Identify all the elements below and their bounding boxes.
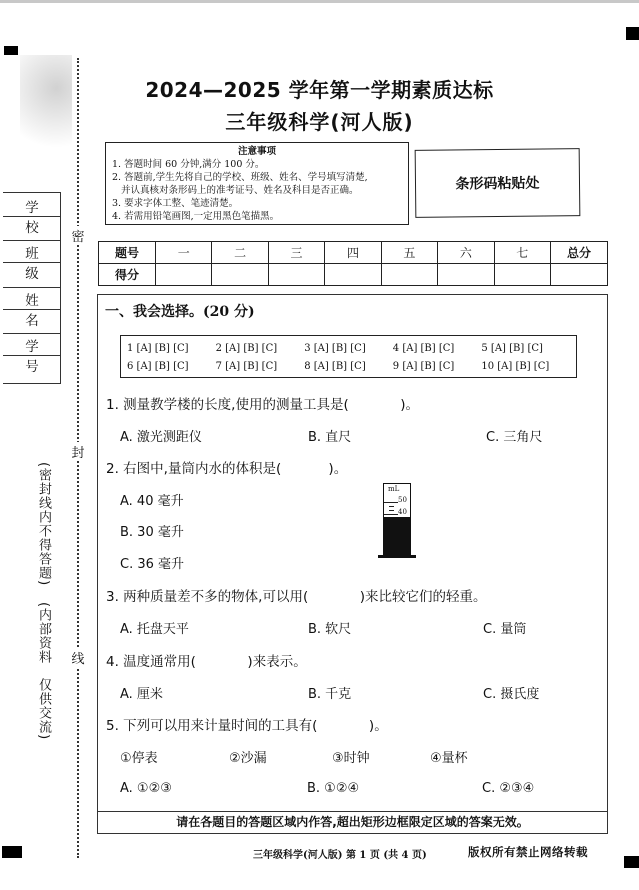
- answer-area-warning: [97, 811, 608, 834]
- score-cell[interactable]: [156, 264, 212, 286]
- score-cell[interactable]: [212, 264, 268, 286]
- answer-bubble-group[interactable]: 7 [A] [B] [C]: [215, 360, 278, 372]
- q5-item-2: ②沙漏: [229, 751, 267, 766]
- score-header-cell: 二: [212, 242, 268, 264]
- exam-subtitle: 三年级科学(河人版): [225, 110, 414, 134]
- q4-option-a[interactable]: A. 厘米: [120, 687, 163, 702]
- score-header-cell: 一: [156, 242, 212, 264]
- q3-option-a[interactable]: A. 托盘天平: [120, 622, 189, 637]
- answer-bubble-group[interactable]: 5 [A] [B] [C]: [481, 342, 543, 354]
- barcode-area: [415, 148, 581, 218]
- question-4: 4. 温度通常用( )来表示。: [106, 654, 307, 670]
- registration-mark-bottom-left: [2, 846, 22, 858]
- page-info: 三年级科学(河人版) 第 1 页 (共 4 页): [253, 850, 427, 861]
- q2-option-b[interactable]: B. 30 毫升: [120, 525, 184, 540]
- answer-sheet: [120, 335, 577, 378]
- school-field[interactable]: [4, 218, 60, 240]
- notice-item: 2. 答题前,学生先将自己的学校、班级、姓名、学号填写清楚,: [112, 172, 368, 183]
- answer-sheet-row: [127, 339, 570, 357]
- score-header-cell: 三: [268, 242, 324, 264]
- notice-title: 注意事项: [237, 146, 276, 157]
- answer-bubble-group[interactable]: 2 [A] [B] [C]: [215, 342, 278, 354]
- student-id-label: 学 号: [25, 339, 49, 375]
- cylinder-base: [378, 555, 416, 558]
- score-cell[interactable]: [551, 264, 608, 286]
- divider: [3, 262, 61, 263]
- q5-item-4: ④量杯: [430, 751, 468, 766]
- class-field[interactable]: [4, 264, 60, 286]
- score-table-score-row: [99, 264, 608, 286]
- q2-option-a[interactable]: A. 40 毫升: [120, 494, 184, 509]
- question-5: 5. 下列可以用来计量时间的工具有( )。: [106, 718, 388, 734]
- q4-option-b[interactable]: B. 千克: [308, 687, 352, 702]
- cylinder-mark-40: 40: [398, 508, 407, 516]
- score-table: [98, 241, 608, 286]
- seal-char-xian: 线: [70, 648, 86, 667]
- q5-option-a[interactable]: A. ①②③: [120, 781, 172, 796]
- exam-title: 2024—2025 学年第一学期素质达标: [145, 78, 494, 102]
- score-table-header-row: [99, 242, 608, 264]
- answer-bubble-group[interactable]: 3 [A] [B] [C]: [304, 342, 366, 354]
- notice-item: 3. 要求字体工整、笔迹清楚。: [112, 198, 239, 209]
- answer-sheet-row: [127, 357, 570, 375]
- section1-title: 一、我会选择。(20 分): [105, 304, 255, 320]
- answer-bubble-group[interactable]: 10 [A] [B] [C]: [481, 360, 550, 372]
- score-cell[interactable]: [268, 264, 324, 286]
- name-field[interactable]: [4, 311, 60, 333]
- answer-bubble-group[interactable]: 4 [A] [B] [C]: [392, 342, 455, 354]
- score-cell[interactable]: [438, 264, 494, 286]
- cylinder-unit-label: mL: [388, 485, 400, 493]
- divider: [3, 383, 61, 384]
- cylinder-tick: [389, 510, 394, 511]
- student-id-field[interactable]: [4, 357, 60, 382]
- seal-char-mi: 密: [70, 226, 86, 245]
- question-1: 1. 测量教学楼的长度,使用的测量工具是( )。: [106, 397, 419, 413]
- q1-option-a[interactable]: A. 激光测距仪: [120, 430, 202, 445]
- registration-mark-bottom-right: [624, 856, 639, 868]
- answer-bubble-group[interactable]: 9 [A] [B] [C]: [392, 360, 455, 372]
- scan-top-edge: [0, 0, 639, 3]
- cylinder-tick: [384, 514, 398, 515]
- registration-mark-top-right: [626, 27, 639, 40]
- score-cell[interactable]: [494, 264, 550, 286]
- score-cell[interactable]: [325, 264, 381, 286]
- divider: [3, 355, 61, 356]
- score-header-cell: 总分: [551, 242, 608, 264]
- score-header-cell: 五: [381, 242, 437, 264]
- school-label: 学 校: [25, 200, 49, 236]
- notice-item: 并认真核对条形码上的准考证号、姓名及科目是否正确。: [112, 185, 359, 196]
- cylinder-water: [384, 517, 410, 556]
- notice-item: 1. 答题时间 60 分钟,满分 100 分。: [112, 159, 265, 170]
- q1-option-b[interactable]: B. 直尺: [308, 430, 352, 445]
- class-label: 班 级: [25, 246, 49, 282]
- q3-option-b[interactable]: B. 软尺: [308, 622, 352, 637]
- score-row-label: 得分: [99, 264, 156, 286]
- answer-bubble-group[interactable]: 1 [A] [B] [C]: [127, 342, 189, 354]
- divider: [3, 287, 61, 288]
- q1-option-c[interactable]: C. 三角尺: [486, 430, 543, 445]
- notice-item: 4. 若需用铅笔画图,一定用黑色笔描黑。: [112, 211, 280, 222]
- cylinder-tick: [384, 502, 398, 503]
- copyright-notice: 版权所有禁止网络转载: [468, 845, 588, 859]
- registration-mark-top-left: [4, 46, 18, 55]
- q5-option-b[interactable]: B. ①②④: [307, 781, 360, 796]
- question-3: 3. 两种质量差不多的物体,可以用( )来比较它们的轻重。: [106, 589, 487, 605]
- seal-char-feng: 封: [70, 442, 86, 461]
- divider: [3, 240, 61, 241]
- question-2: 2. 右图中,量筒内水的体积是( )。: [106, 461, 348, 477]
- cylinder-tick: [389, 506, 394, 507]
- barcode-label: 条形码粘贴处: [455, 175, 540, 193]
- answer-bubble-group[interactable]: 6 [A] [B] [C]: [127, 360, 189, 372]
- answer-area-warning-text: 请在各题目的答题区域内作答,超出矩形边框限定区域的答案无效。: [176, 815, 529, 829]
- q5-option-c[interactable]: C. ②③④: [482, 781, 535, 796]
- score-cell[interactable]: [381, 264, 437, 286]
- cylinder-mark-50: 50: [398, 496, 407, 504]
- divider: [3, 216, 61, 217]
- divider: [3, 333, 61, 334]
- score-header-cell: 七: [494, 242, 550, 264]
- seal-warning-note: (密封线内不得答题): [36, 462, 51, 587]
- score-header-cell: 题号: [99, 242, 156, 264]
- divider: [3, 309, 61, 310]
- name-label: 姓 名: [25, 293, 49, 329]
- notice-box: [105, 142, 409, 225]
- q5-item-1: ①停表: [120, 751, 158, 766]
- score-header-cell: 六: [438, 242, 494, 264]
- internal-material-note: (内部资料 仅供交流): [36, 602, 51, 741]
- q3-option-c[interactable]: C. 量筒: [483, 622, 527, 637]
- answer-bubble-group[interactable]: 8 [A] [B] [C]: [304, 360, 366, 372]
- q4-option-c[interactable]: C. 摄氏度: [483, 687, 540, 702]
- q5-item-3: ③时钟: [332, 751, 370, 766]
- score-header-cell: 四: [325, 242, 381, 264]
- q2-option-c[interactable]: C. 36 毫升: [120, 557, 185, 572]
